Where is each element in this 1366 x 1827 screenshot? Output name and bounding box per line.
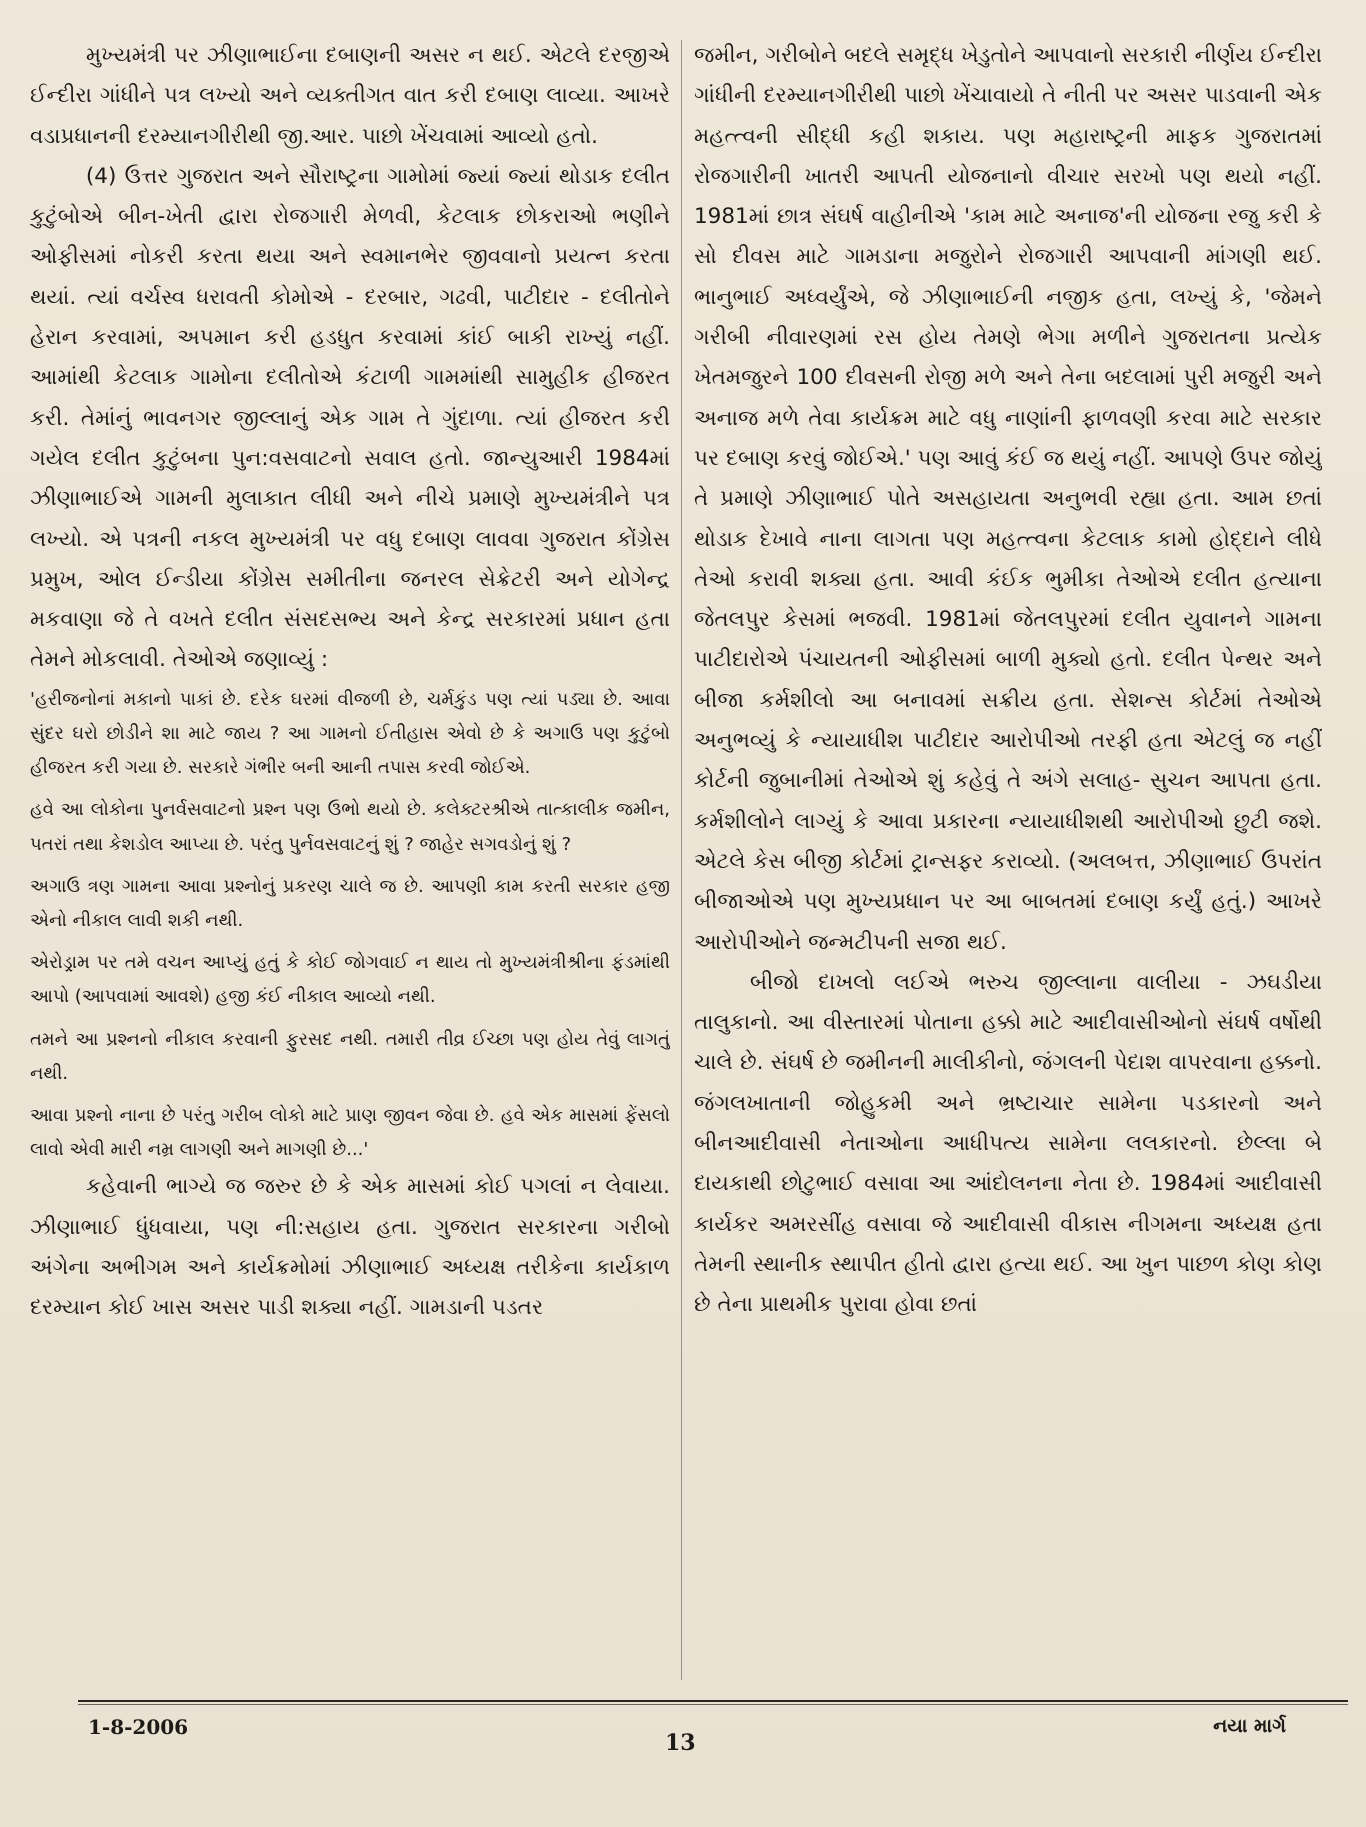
letter-quote-4: એરોડ્રામ પર તમે વચન આપ્યું હતું કે કોઈ જોગવાઈ ન થાય તો મુખ્યમંત્રીશ્રીના ફંડમાંથી આપો (આપવામાં આવશે) હજી કંઈ નીકાલ આવ્યો નથી. [30,952,670,1008]
left-paragraph-3: કહેવાની ભાગ્યે જ જરુર છે કે એક માસમાં કોઈ પગલાં ન લેવાયા. ઝીણાભાઈ ધુંધવાયા, પણ ની:સહાય હતા. ગુજરાત સરકારના ગરીબો અંગેના અભીગમ અને કાર્યક્રમોમાં ઝીણાભાઈ અધ્યક્ષ તરીકેના કાર્યકાળ દરમ્યાન કોઈ ખાસ અસર પાડી શક્યા નહીં. ગામડાની પડતર [30,1174,670,1321]
left-paragraph-1: મુખ્યમંત્રી પર ઝીણાભાઈના દબાણની અસર ન થઈ. એટલે દરજીએ ઈન્દીરા ગાંધીને પત્ર લખ્યો અને વ્યક્તીગત વાત કરી દબાણ લાવ્યા. આખરે વડાપ્રધાનની દરમ્યાનગીરીથી જી.આર. પાછો ખેંચવામાં આવ્યો હતો. [30,43,670,149]
right-paragraph-1: જમીન, ગરીબોને બદલે સમૃદ્ધ ખેડુતોને આપવાનો સરકારી નીર્ણય ઈન્દીરા ગાંધીની દરમ્યાનગીરીથી પાછો ખેંચાવાયો તે નીતી પર અસર પાડવાની એક મહત્ત્વની સીદ્ધી કહી શકાય. પણ મહારાષ્ટ્રની માફક ગુજરાતમાં રોજગારીની ખાતરી આપતી યોજનાનો વીચાર સરખો પણ થયો નહીં. 1981માં છાત્ર સંઘર્ષ વાહીનીએ 'કામ માટે અનાજ'ની યોજના રજુ કરી કે સો દીવસ માટે ગામડાના મજુરોને રોજગારી આપવાની માંગણી થઈ. ભાનુભાઈ અધ્વર્યુંએ, જે ઝીણાભાઈની નજીક હતા, લખ્યું કે, 'જેમને ગરીબી નીવારણમાં રસ હોય તેમણે ભેગા મળીને ગુજરાતના પ્રત્યેક ખેતમજુરને 100 દીવસની રોજી મળે અને તેના બદલામાં પુરી મજુરી અને અનાજ મળે તેવા કાર્યક્રમ માટે વધુ નાણાંની ફાળવણી કરવા માટે સરકાર પર દબાણ કરવું જોઈએ.' પણ આવું કંઈ જ થયું નહીં. આપણે ઉપર જોયું તે પ્રમાણે ઝીણાભાઈ પોતે અસહાયતા અનુભવી રહ્યા હતા. આમ છતાં થોડાક દેખાવે નાના લાગતા પણ મહત્ત્વના કેટલાક કામો હોદ્દાને લીધે તેઓ કરાવી શક્યા હતા. આવી કંઈક ભુમીકા તેઓએ દલીત હત્યાના જેતલપુર કેસમાં ભજવી. 1981માં જેતલપુરમાં દલીત યુવાનને ગામના પાટીદારોએ પંચાયતની ઓફીસમાં બાળી મુક્યો હતો. દલીત પેન્થર અને બીજા કર્મશીલો આ બનાવમાં સક્રીય હતા. સેશન્સ કોર્ટમાં તેઓએ અનુભવ્યું કે ન્યાયાધીશ પાટીદાર આરોપીઓ તરફી હતા એટલું જ નહીં કોર્ટની જુબાનીમાં તેઓએ શું કહેવું તે અંગે સલાહ- સુચન આપતા હતા. કર્મશીલોને લાગ્યું કે આવા પ્રકારના ન્યાયાધીશથી આરોપીઓ છુટી જશે. એટલે કેસ બીજી કોર્ટમાં ટ્રાન્સફર કરાવ્યો. (અલબત્ત, ઝીણાભાઈ ઉપરાંત બીજાઓએ પણ મુખ્યપ્રધાન પર આ બાબતમાં દબાણ કર્યું હતું.) આખરે આરોપીઓને જન્મટીપની સજા થઈ. [694,43,1322,955]
column-divider [681,40,682,1680]
letter-quote-6: આવા પ્રશ્નો નાના છે પરંતુ ગરીબ લોકો માટે પ્રાણ જીવન જેવા છે. હવે એક માસમાં ફેંસલો લાવો એવી મારી નમ્ર લાગણી અને માગણી છે...' [30,1104,670,1161]
letter-quote-2: હવે આ લોકોના પુનર્વસવાટનો પ્રશ્ન પણ ઉભો થયો છે. કલેક્ટરશ્રીએ તાત્કાલીક જમીન, પતરાં તથા કેશડોલ આપ્યા છે. પરંતુ પુર્નવસવાટનું શું ? જાહેર સગવડોનું શું ? [30,799,670,855]
left-column [30,36,670,1696]
publication-name: નયા માર્ગ [1213,1715,1286,1737]
issue-date: 1-8-2006 [88,1715,189,1739]
footer-rule [78,1700,1348,1702]
footer-rule-thin [78,1704,1348,1705]
left-paragraph-2: (4) ઉત્તર ગુજરાત અને સૌરાષ્ટ્રના ગામોમાં જ્યાં જ્યાં થોડાક દલીત કુટુંબોએ બીન-ખેતી દ્વારા રોજગારી મેળવી, કેટલાક છોકરાઓ ભણીને ઓફીસમાં નોકરી કરતા થયા અને સ્વમાનભેર જીવવાનો પ્રયત્ન કરતા થયાં. ત્યાં વર્ચસ્વ ધરાવતી કોમોએ - દરબાર, ગઢવી, પાટીદાર - દલીતોને હેરાન કરવામાં, અપમાન કરી હડધુત કરવામાં કાંઈ બાકી રાખ્યું નહીં. આમાંથી કેટલાક ગામોના દલીતોએ કંટાળી ગામમાંથી સામુહીક હીજરત કરી. તેમાંનું ભાવનગર જીલ્લાનું એક ગામ તે ગુંદાળા. ત્યાં હીજરત કરી ગયેલ દલીત કુટુંબના પુન:વસવાટનો સવાલ હતો. જાન્યુઆરી 1984માં ઝીણાભાઈએ ગામની મુલાકાત લીધી અને નીચે પ્રમાણે મુખ્યમંત્રીને પત્ર લખ્યો. એ પત્રની નકલ મુખ્યમંત્રી પર વધુ દબાણ લાવવા ગુજરાત કોંગ્રેસ પ્રમુખ, ઓલ ઈન્ડીયા કોંગ્રેસ સમીતીના જનરલ સેક્રેટરી અને યોગેન્દ્ર મકવાણા જે તે વખતે દલીત સંસદસભ્ય અને કેન્દ્ર સરકારમાં પ્રધાન હતા તેમને મોકલાવી. તેઓએ જણાવ્યું : [30,163,670,673]
letter-quote-1: 'હરીજનોનાં મકાનો પાકાં છે. દરેક ઘરમાં વીજળી છે, ચર્મકુંડ પણ ત્યાં પડ્યા છે. આવા સુંદર ઘરો છોડીને શા માટે જાય ? આ ગામનો ઈતીહાસ એવો છે કે અગાઉ પણ કુટુંબો હીજરત કરી ગયા છે. સરકારે ગંભીર બની આની તપાસ કરવી જોઈએ. [30,688,670,779]
right-column [694,36,1322,1696]
letter-quote-3: અગાઉ ત્રણ ગામના આવા પ્રશ્નોનું પ્રકરણ ચાલે જ છે. આપણી કામ કરતી સરકાર હજી એનો નીકાલ લાવી શકી નથી. [30,875,670,931]
letter-quote-5: તમને આ પ્રશ્નનો નીકાલ કરવાની ફુરસદ નથી. તમારી તીવ્ર ઈચ્છા પણ હોય તેવું લાગતું નથી. [30,1028,670,1084]
page-number: 13 [665,1730,696,1756]
right-paragraph-2: બીજો દાખલો લઈએ ભરુચ જીલ્લાના વાલીયા - ઝઘડીયા તાલુકાનો. આ વીસ્તારમાં પોતાના હક્કો માટે આદીવાસીઓનો સંઘર્ષ વર્ષોથી ચાલે છે. સંઘર્ષ છે જમીનની માલીકીનો, જંગલની પેદાશ વાપરવાના હક્કનો. જંગલખાતાની જોહુકમી અને ભ્રષ્ટાચાર સામેના પડકારનો અને બીનઆદીવાસી નેતાઓના આધીપત્ય સામેના લલકારનો. છેલ્લા બે દાયકાથી છોટુભાઈ વસાવા આ આંદોલનના નેતા છે. 1984માં આદીવાસી કાર્યકર અમરસીંહ વસાવા જે આદીવાસી વીકાસ નીગમના અધ્યક્ષ હતા તેમની સ્થાનીક સ્થાપીત હીતો દ્વારા હત્યા થઈ. આ ખુન પાછળ કોણ કોણ છે તેના પ્રાથમીક પુરાવા હોવા છતાં [694,969,1322,1318]
